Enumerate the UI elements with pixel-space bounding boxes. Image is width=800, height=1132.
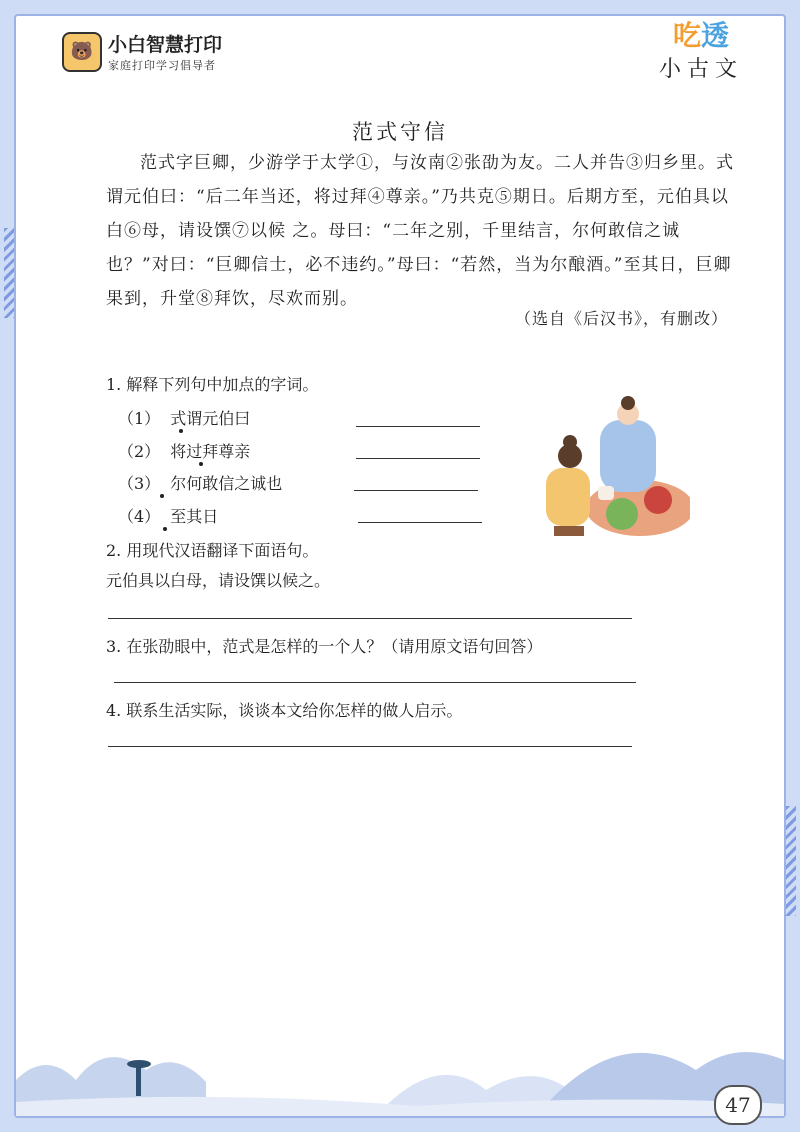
item-text: 将过拜尊亲 xyxy=(170,442,251,461)
series-logo xyxy=(646,14,756,83)
bear-logo-icon: 🐻 xyxy=(62,32,102,72)
answer-blank-4[interactable] xyxy=(358,522,482,523)
guest-robe xyxy=(546,468,590,526)
item-number: （3） xyxy=(118,474,161,493)
article-paragraph: 范式字巨卿，少游学于太学①，与汝南②张劭为友。二人并告③归乡里。式谓元伯曰：“后二年当还，将过拜④尊亲。”乃共克⑤期日。后期方至，元伯具以白⑥母，请设馔⑦以候 之。母曰：“二年之别，千里结言，尔何敢信之诚也？”对曰：“巨卿信士，必不违约。”母曰：“若然，当为尔酿酒。”至其日，巨卿果到，升堂⑧拜饮，尽欢而别。 xyxy=(106,153,734,309)
brand-header xyxy=(62,30,222,73)
brand-name: 小白智慧打印 xyxy=(108,34,223,56)
tea-table-illustration xyxy=(540,396,690,544)
answer-blank-2[interactable] xyxy=(356,458,480,459)
answer-blank-3[interactable] xyxy=(354,490,478,491)
answer-line-q4[interactable] xyxy=(108,746,632,747)
question-1-item-1 xyxy=(118,406,250,429)
item-text: 尔何敢信之诚也 xyxy=(170,474,283,493)
item-number: （4） xyxy=(118,507,161,526)
stool xyxy=(554,526,584,536)
question-2-title: 2. 用现代汉语翻译下面语句。 xyxy=(106,541,319,560)
question-3-title: 3. 在张劭眼中，范式是怎样的一个人？（请用原文语句回答） xyxy=(106,637,543,656)
question-2-sentence: 元伯具以白母，请设馔以候之。 xyxy=(106,571,331,590)
mountain-decoration xyxy=(16,1010,784,1116)
emphasis-dot xyxy=(199,462,203,466)
emphasis-dot xyxy=(160,494,164,498)
dish-plate xyxy=(644,486,672,514)
brand-slogan: 家庭打印学习倡导者 xyxy=(108,59,216,72)
item-text: 至其日 xyxy=(170,507,219,526)
host-hair xyxy=(621,396,635,410)
question-1-item-2 xyxy=(118,439,250,462)
article-passage xyxy=(106,146,736,316)
question-1-item-4 xyxy=(118,504,218,527)
question-1-item-3 xyxy=(118,471,282,494)
frame-stripe-right xyxy=(786,806,796,916)
frame-stripe-left xyxy=(4,228,14,318)
page-number: 47 xyxy=(714,1085,762,1125)
fruit-plate xyxy=(606,498,638,530)
series-char-2: 透 xyxy=(701,19,730,52)
emphasis-dot xyxy=(179,429,183,433)
question-1-title: 1. 解释下列句中加点的字词。 xyxy=(106,375,319,394)
question-4-title: 4. 联系生活实际，谈谈本文给你怎样的做人启示。 xyxy=(106,701,463,720)
series-char-1: 吃 xyxy=(672,19,701,52)
article-source: （选自《后汉书》，有删改） xyxy=(514,309,728,328)
answer-blank-1[interactable] xyxy=(356,426,480,427)
item-number: （1） xyxy=(118,409,161,428)
guest-bun xyxy=(563,435,577,449)
answer-line-q2[interactable] xyxy=(108,618,632,619)
host-robe xyxy=(600,420,656,492)
emphasis-dot xyxy=(163,527,167,531)
item-number: （2） xyxy=(118,442,161,461)
answer-line-q3[interactable] xyxy=(114,682,636,683)
article-title: 范式守信 xyxy=(352,120,448,144)
series-name: 小古文 xyxy=(658,57,743,82)
item-text: 式谓元伯曰 xyxy=(170,409,251,428)
teacup xyxy=(598,486,614,500)
